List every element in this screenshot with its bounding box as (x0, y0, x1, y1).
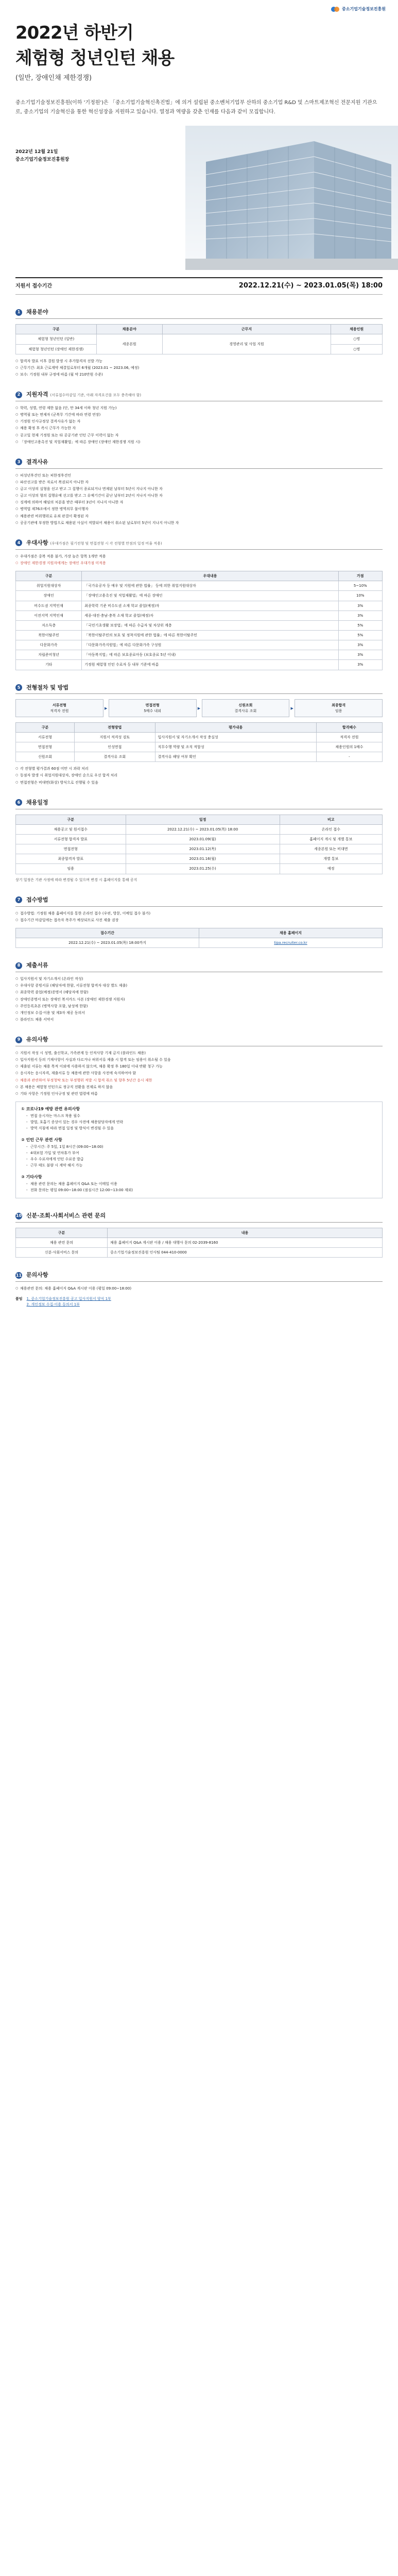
flow-step-desc: 5배수 내외 (144, 708, 161, 713)
section-documents (15, 961, 383, 1022)
selection-notes (15, 766, 383, 785)
table-row (16, 824, 383, 834)
section-header (15, 1271, 383, 1282)
table-cell: 자립준비청년 (16, 650, 82, 660)
section-notes (15, 359, 383, 377)
org-logo-icon (331, 6, 339, 12)
table-cell: 신분·사회서비스 문의 (16, 1248, 108, 1258)
section-header (15, 1036, 383, 1046)
section-title: 유의사항 (26, 1036, 48, 1043)
list-item: ○ 기타 사항은 기정원 인사규정 및 관련 법령에 따름 (15, 1091, 383, 1096)
notice-date: 2022년 12월 21일 (15, 149, 58, 155)
building-image (185, 126, 398, 270)
list-item: - 면접 응시자는 마스크 착용 필수 (26, 1113, 377, 1118)
list-item: ○ 입사지원서 및 자기소개서 (온라인 작성) (15, 976, 383, 981)
section-header (15, 539, 383, 550)
flow-step-name: 서류전형 (52, 703, 66, 708)
section-number: 1 (15, 309, 22, 316)
section-number: 11 (15, 1272, 22, 1279)
table-cell: 비수도권 지역인재 (16, 601, 82, 611)
table-cell: 「장애인고용촉진 및 직업재활법」에 따른 장애인 (82, 591, 338, 601)
table-cell: 면접전형 (16, 844, 126, 854)
eligibility-list (15, 405, 383, 445)
table-cell (199, 938, 383, 948)
attachment-link[interactable]: 1. 중소기업기술정보진흥원 공고 입사지원서 양식 1부 (26, 1297, 111, 1301)
list-item: - 우수 수료자에게 인턴 수료증 발급 (26, 1157, 377, 1162)
inquiry-table (15, 1228, 383, 1258)
table-cell: 취업지원대상자 (16, 581, 82, 591)
flow-step-name: 신원조회 (238, 703, 253, 708)
table-cell: 예정 (280, 864, 382, 874)
list-item: - 채용 관련 문의는 채용 홈페이지 Q&A 또는 이메일 이용 (26, 1181, 377, 1187)
table-cell: 「북한이탈주민의 보호 및 정착지원에 관한 법률」에 따른 북한이탈주민 (82, 630, 338, 640)
table-row (16, 334, 383, 344)
table-cell: 채용 홈페이지 Q&A 게시판 이용 / 채용 대행사 문의 02-2039-8160 (108, 1238, 383, 1248)
table-cell: 2023.01.12(목) (126, 844, 280, 854)
list-item: ○ 근무기간: 최초 근로계약 체결일로부터 6개월 (2023.01 ~ 2023.06, 예정) (15, 365, 383, 370)
section-number: 3 (15, 459, 22, 465)
table-row (16, 630, 383, 640)
table-header: 내용 (108, 1228, 383, 1238)
list-item: ○ 개인정보 수집·이용 및 제3자 제공 동의서 (15, 1010, 383, 1015)
table-header: 평가내용 (155, 722, 316, 732)
list-item: - 근무 태도 불량 시 계약 해지 가능 (26, 1163, 377, 1168)
table-cell: 면접전형 (16, 742, 75, 752)
list-item: ○ 채용관련 비위행위로 유죄 판결이 확정된 자 (15, 514, 383, 519)
list-item: ○ 징계에 의하여 해임의 처분을 받은 때부터 3년이 지나지 아니한 자 (15, 500, 383, 505)
lead-text: 중소기업기술정보진흥원(이하 '기정원')은 「중소기업기술혁신촉진법」에 의거 설립된 중소벤처기업부 산하의 중소기업 R&D 및 스마트제조혁신 전문지원 기관으로, 중소기업의 기술혁신을 통한 혁신성장을 지원하고 있습니다. 열정과 역량을 갖춘 인재를 다음과 같이 모집합니다. (15, 100, 377, 115)
section-number: 5 (15, 684, 22, 691)
flow-step (295, 699, 383, 717)
subsection-list (26, 1181, 377, 1193)
recruit-fields-table (15, 324, 383, 354)
table-cell: 3% (338, 640, 382, 650)
list-item: ○ 본 채용은 체험형 인턴으로 정규직 전환을 전제로 하지 않음 (15, 1084, 383, 1090)
section-number: 7 (15, 896, 22, 903)
subtitle: (일반, 장애인채 제한경쟁) (15, 74, 92, 82)
section-cautions (15, 1036, 383, 1198)
list-item: ○ 병역필 또는 면제자 (군복무 기간에 따라 연령 연장) (15, 412, 383, 417)
list-item: ○ 각 전형별 평가결과 60점 미만 시 과락 처리 (15, 766, 383, 771)
arrow-right-icon: ▶ (197, 706, 201, 710)
table-row (16, 844, 383, 854)
flow-step (109, 699, 197, 717)
section-disqualification (15, 458, 383, 526)
title-line1: 2022년 하반기 (15, 23, 133, 43)
org-logo (331, 6, 386, 12)
selection-flow (15, 699, 383, 717)
table-cell: 서류전형 합격자 발표 (16, 834, 126, 844)
table-cell: 5% (338, 630, 382, 640)
table-row (16, 650, 383, 660)
list-item: ○ 최종학력 졸업(예정)증명서 (해당자에 한함) (15, 990, 383, 995)
table-cell: 「국민기초생활 보장법」에 따른 수급자 및 차상위 계층 (82, 620, 338, 630)
table-cell: 서류전형 (16, 732, 75, 742)
section-header (15, 684, 383, 694)
section-header (15, 308, 383, 319)
table-cell: 「다문화가족지원법」에 따른 다문화가족 구성원 (82, 640, 338, 650)
list-item: ○ 금고 이상의 실형을 선고 받고 그 집행이 종료되거나 면제된 날부터 5년이 지나지 아니한 자 (15, 486, 383, 492)
section-selection-process (15, 684, 383, 785)
attachment-link[interactable]: 2. 개인정보 수집·이용 동의서 1부 (26, 1302, 80, 1307)
attachments (15, 1296, 383, 1307)
table-cell: 2022.12.21(수) ~ 2023.01.05(목) 18:00 (126, 824, 280, 834)
table-cell: 이전지역 지역인재 (16, 611, 82, 620)
table-header: 구분 (16, 1228, 108, 1238)
list-item: ○ 공공기관에 부정한 방법으로 채용된 사실이 적발되어 채용이 취소된 날로부터 5년이 지나지 아니한 자 (15, 520, 383, 526)
section-header (15, 458, 383, 469)
list-item: ○ 금고 이상의 형의 집행유예 선고를 받고 그 유예기간이 끝난 날부터 2년이 지나지 아니한 자 (15, 493, 383, 498)
section-header (15, 896, 383, 907)
table-cell: 지원서 적격성 검토 (74, 732, 155, 742)
table-header: 근무지 (162, 325, 331, 334)
table-cell: 3% (338, 660, 382, 670)
flow-step (202, 699, 290, 717)
schedule-note: 상기 일정은 기관 사정에 따라 변경될 수 있으며 변경 시 홈페이지를 통해 공지 (15, 877, 137, 882)
section-number: 8 (15, 962, 22, 969)
arrow-right-icon: ▶ (105, 706, 108, 710)
section-number: 6 (15, 799, 22, 806)
notice-org: 중소기업기술정보진흥원장 (15, 157, 70, 162)
section-title (26, 539, 162, 547)
table-row (16, 620, 383, 630)
table-row (16, 660, 383, 670)
table-row (16, 591, 383, 601)
list-item: ○ 면접전형은 비대면(화상) 방식으로 진행될 수 있음 (15, 780, 383, 785)
title-line2: 체험형 청년인턴 채용 (15, 48, 175, 69)
list-item: ○ 파산선고를 받은 자로서 복권되지 아니한 자 (15, 480, 383, 485)
flow-step-desc: 결격사유 조회 (234, 708, 257, 713)
flow-step-desc: 임용 (335, 708, 342, 713)
section-header (15, 799, 383, 809)
list-item: - 방역 지침에 따라 면접 일정 및 방식이 변경될 수 있음 (26, 1126, 377, 1131)
list-item: ○ 접수기간 마감일에는 접속자 폭주가 예상되므로 사전 제출 권장 (15, 918, 383, 923)
table-cell: 온라인 접수 (280, 824, 382, 834)
table-cell: 중소기업기술정보진흥원 인사팀 044-410-0000 (108, 1248, 383, 1258)
list-item: ○ 채용관련 문의: 채용 홈페이지 Q&A 게시판 이용 (평일 09:00~18:00) (15, 1286, 383, 1291)
table-row (16, 834, 383, 844)
table-header: 채용분야 (96, 325, 162, 334)
table-cell: 직무수행 역량 및 조직 적합성 (155, 742, 316, 752)
flow-step-desc: 적격자 전원 (50, 708, 69, 713)
application-period-bar (15, 277, 383, 295)
table-cell: 세종본원 또는 비대면 (280, 844, 382, 854)
section-header (15, 961, 383, 972)
table-header: 구분 (16, 815, 126, 824)
table-cell: 인성면접 (74, 742, 155, 752)
section-title: 제출서류 (26, 962, 48, 969)
table-cell: 2023.01.09(월) (126, 834, 280, 844)
subsection-title: ① 코로나19 예방 관련 유의사항 (21, 1107, 80, 1111)
section-number: 10 (15, 1213, 22, 1219)
list-item: ○ 우대가점은 중복 적용 불가, 가장 높은 항목 1개만 적용 (15, 554, 383, 559)
flow-step-name: 면접전형 (145, 703, 160, 708)
section-title-note: (우대가점은 필기전형 및 면접전형 시 각 전형별 만점의 일정 비율 적용) (50, 541, 162, 546)
subsection-title: ② 인턴 근무 관련 사항 (21, 1138, 62, 1143)
table-cell: 2023.01.25(수) (126, 864, 280, 874)
table-cell: 세종·대전·충남·충북 소재 학교 졸업(예정)자 (82, 611, 338, 620)
cautions-list (15, 1050, 383, 1096)
table-cell: 세종본원 (96, 334, 162, 354)
section-title: 접수방법 (26, 896, 48, 903)
table-row (16, 752, 383, 762)
table-cell: ○명 (331, 334, 383, 344)
list-item: - 4대보험 가입 및 연차휴가 부여 (26, 1150, 377, 1156)
table-row (16, 864, 383, 874)
table-cell: 신원조회 (16, 752, 75, 762)
section-title: 결격사유 (26, 458, 48, 465)
list-item: ○ 기정원 인사규정상 결격사유가 없는 자 (15, 419, 383, 424)
section-inquiry-table (15, 1212, 383, 1258)
subsection-list (26, 1144, 377, 1168)
table-cell: 최종합격자 발표 (16, 854, 126, 864)
table-cell: 최종학력 기준 비수도권 소재 학교 졸업(예정)자 (82, 601, 338, 611)
table-header: 채용 홈페이지 (199, 928, 383, 938)
list-item: ○ 제출된 서류는 채용 목적 이외에 사용하지 않으며, 채용 확정 후 180일 이내 반환 청구 가능 (15, 1064, 383, 1069)
table-cell: ○명 (331, 344, 383, 354)
section-schedule (15, 799, 383, 883)
section-number: 4 (15, 539, 22, 546)
section-recruit-fields (15, 308, 383, 377)
flow-step (15, 699, 103, 717)
list-item: ○ 합격자 발표 이후 결원 발생 시 추가합격자 선발 가능 (15, 359, 383, 364)
table-cell: 경영관리 및 사업 지원 (162, 334, 331, 354)
section-preference (15, 539, 383, 670)
list-item: ○ 입사지원서 등의 기재사항이 사실과 다르거나 허위서류 제출 시 합격 또는 임용이 취소될 수 있음 (15, 1057, 383, 1062)
table-cell: 2022.12.21(수) ~ 2023.01.05(목) 18:00까지 (16, 938, 199, 948)
arrow-right-icon: ▶ (290, 706, 293, 710)
attachments-list (27, 1296, 111, 1307)
table-header: 우대내용 (82, 571, 338, 581)
subsection-list (26, 1113, 377, 1131)
recruit-site-link[interactable]: tipa.recruiter.co.kr (274, 941, 307, 945)
list-item: - 근무시간: 주 5일, 1일 8시간 (09:00~18:00) (26, 1144, 377, 1149)
table-cell: 다문화가족 (16, 640, 82, 650)
table-row (16, 1248, 383, 1258)
section-title: 전형절차 및 방법 (26, 684, 69, 691)
table-header: 구분 (16, 722, 75, 732)
subsection-title: ③ 기타사항 (21, 1175, 42, 1180)
list-item: ○ 「장애인고용촉진 및 직업재활법」에 따른 장애인 (장애인 제한경쟁 지원 시) (15, 439, 383, 445)
schedule-table (15, 815, 383, 874)
application-method-list (15, 911, 383, 923)
table-header: 합격배수 (316, 722, 382, 732)
section-title-text: 우대사항 (26, 539, 48, 546)
table-row (16, 854, 383, 864)
table-cell: 체험형 청년인턴 (장애인 제한경쟁) (16, 344, 97, 354)
list-item: ○ 병역법 제76조에서 정한 병역의무 불이행자 (15, 506, 383, 512)
list-item: ○ 우대사항 증빙서류 (해당자에 한함, 서류전형 합격자 대상 별도 제출) (15, 983, 383, 988)
list-item: ○ 주민등록초본 (병역사항 포함, 남성에 한함) (15, 1004, 383, 1009)
section-title-note: (서류접수마감일 기준, 아래 자격요건을 모두 충족해야 함) (50, 393, 142, 398)
contact-list (15, 1286, 383, 1291)
period-value: 2022.12.21(수) ~ 2023.01.05(목) 18:00 (238, 282, 383, 290)
table-row (16, 938, 383, 948)
table-cell: 적격자 전원 (316, 732, 382, 742)
table-cell: 「아동복지법」에 따른 보호종료아동 (보호종료 5년 이내) (82, 650, 338, 660)
list-item: ○ 피성년후견인 또는 피한정후견인 (15, 473, 383, 478)
table-header: 접수기간 (16, 928, 199, 938)
table-cell: 체험형 청년인턴 (일반) (16, 334, 97, 344)
table-cell: 결격사유 조회 (74, 752, 155, 762)
table-cell: 장애인 (16, 591, 82, 601)
section-contact (15, 1271, 383, 1307)
list-item: ○ 보수: 기정원 내부 규정에 따름 (월 약 210만원 수준) (15, 372, 383, 377)
table-header: 채용인원 (331, 325, 383, 334)
section-title: 문의사항 (26, 1272, 48, 1279)
section-title: 신분·조회·사회서비스 관련 문의 (26, 1212, 106, 1219)
application-table (15, 928, 383, 948)
table-cell: 임용 (16, 864, 126, 874)
table-cell: 5~10% (338, 581, 382, 591)
table-cell: 기정원 체험형 인턴 수료자 등 내부 기준에 따름 (82, 660, 338, 670)
section-title (26, 391, 141, 399)
attachments-label: 붙임 (15, 1297, 23, 1301)
list-item: ○ 블라인드 채용 서약서 (15, 1017, 383, 1022)
flow-step-name: 최종합격 (332, 703, 346, 708)
section-title: 채용분야 (26, 309, 48, 316)
list-item: ○ 동점자 발생 시 취업지원대상자, 장애인 순으로 우선 합격 처리 (15, 773, 383, 778)
list-item: - 발열, 호흡기 증상이 있는 경우 사전에 채용담당자에게 연락 (26, 1120, 377, 1125)
section-header (15, 1212, 383, 1223)
notice-block (15, 148, 69, 163)
table-row (16, 601, 383, 611)
table-row (16, 640, 383, 650)
list-item: ○ 장애인증명서 또는 장애인 복지카드 사본 (장애인 제한경쟁 지원자) (15, 997, 383, 1002)
table-header: 일정 (126, 815, 280, 824)
table-header: 비고 (280, 815, 382, 824)
table-cell: 채용인원의 1배수 (316, 742, 382, 752)
section-title: 채용일정 (26, 799, 48, 806)
section-application-method (15, 896, 383, 948)
table-cell: 10% (338, 591, 382, 601)
table-cell: 3% (338, 611, 382, 620)
preference-notes (15, 554, 383, 566)
section-title-text: 지원자격 (26, 391, 48, 398)
table-cell: 3% (338, 650, 382, 660)
list-item: ○ 접수방법: 기정원 채용 홈페이지를 통한 온라인 접수 (우편, 방문, 이메일 접수 불가) (15, 911, 383, 916)
table-header: 전형방법 (74, 722, 155, 732)
table-cell: 기타 (16, 660, 82, 670)
table-row (16, 581, 383, 591)
table-cell: 개별 통보 (280, 854, 382, 864)
table-cell: 채용 관련 문의 (16, 1238, 108, 1248)
table-row (16, 611, 383, 620)
table-header: 구분 (16, 571, 82, 581)
table-cell: 홈페이지 게시 및 개별 통보 (280, 834, 382, 844)
list-item: ○ 응시자는 응시자격, 제출서류 등 채용에 관한 사항을 사전에 숙지하여야 함 (15, 1071, 383, 1076)
section-number: 9 (15, 1037, 22, 1043)
caution-subsection (15, 1101, 383, 1198)
list-item: ○ 지원서 작성 시 성명, 출신학교, 가족관계 등 인적사항 기재 금지 (블라인드 채용) (15, 1050, 383, 1056)
table-cell: 5% (338, 620, 382, 630)
table-cell: 북한이탈주민 (16, 630, 82, 640)
list-item: ○ 공고일 현재 기정원 또는 타 공공기관 인턴 근무 이력이 없는 자 (15, 433, 383, 438)
org-logo-text: 중소기업기술정보진흥원 (341, 7, 386, 12)
table-cell: 2023.01.16(월) (126, 854, 280, 864)
table-row (16, 1238, 383, 1248)
period-label: 지원서 접수기간 (15, 283, 53, 289)
list-item: ○ 채용 확정 후 즉시 근무가 가능한 자 (15, 426, 383, 431)
preference-table (15, 571, 383, 670)
table-cell: 「국가유공자 등 예우 및 지원에 관한 법률」 등에 의한 취업지원대상자 (82, 581, 338, 591)
section-eligibility (15, 391, 383, 445)
section-header (15, 391, 383, 401)
list-item: ○ 학력, 성별, 연령 제한 없음 (단, 만 34세 이하 청년 지원 가능) (15, 405, 383, 411)
table-cell: 채용공고 및 원서접수 (16, 824, 126, 834)
table-header: 구분 (16, 325, 97, 334)
documents-list (15, 976, 383, 1022)
building-area (15, 123, 383, 277)
table-row (16, 742, 383, 752)
table-cell: 저소득층 (16, 620, 82, 630)
table-header: 가점 (338, 571, 382, 581)
section-number: 2 (15, 392, 22, 398)
table-cell: - (316, 752, 382, 762)
table-cell: 입사지원서 및 자기소개서 작성 충실성 (155, 732, 316, 742)
disqualification-list (15, 473, 383, 526)
selection-table (15, 722, 383, 762)
table-row (16, 732, 383, 742)
list-item: ○ 장애인 제한경쟁 지원자에게는 장애인 우대가점 미적용 (15, 561, 383, 566)
list-item: ○ 채용과 관련하여 부정청탁 또는 부정행위 적발 시 합격 취소 및 향후 5년간 응시 제한 (15, 1078, 383, 1083)
list-item: - 전화 문의는 평일 09:00~18:00 (점심시간 12:00~13:00 제외) (26, 1188, 377, 1193)
hero-section (0, 0, 398, 277)
table-cell: 3% (338, 601, 382, 611)
table-cell: 결격사유 해당 여부 확인 (155, 752, 316, 762)
